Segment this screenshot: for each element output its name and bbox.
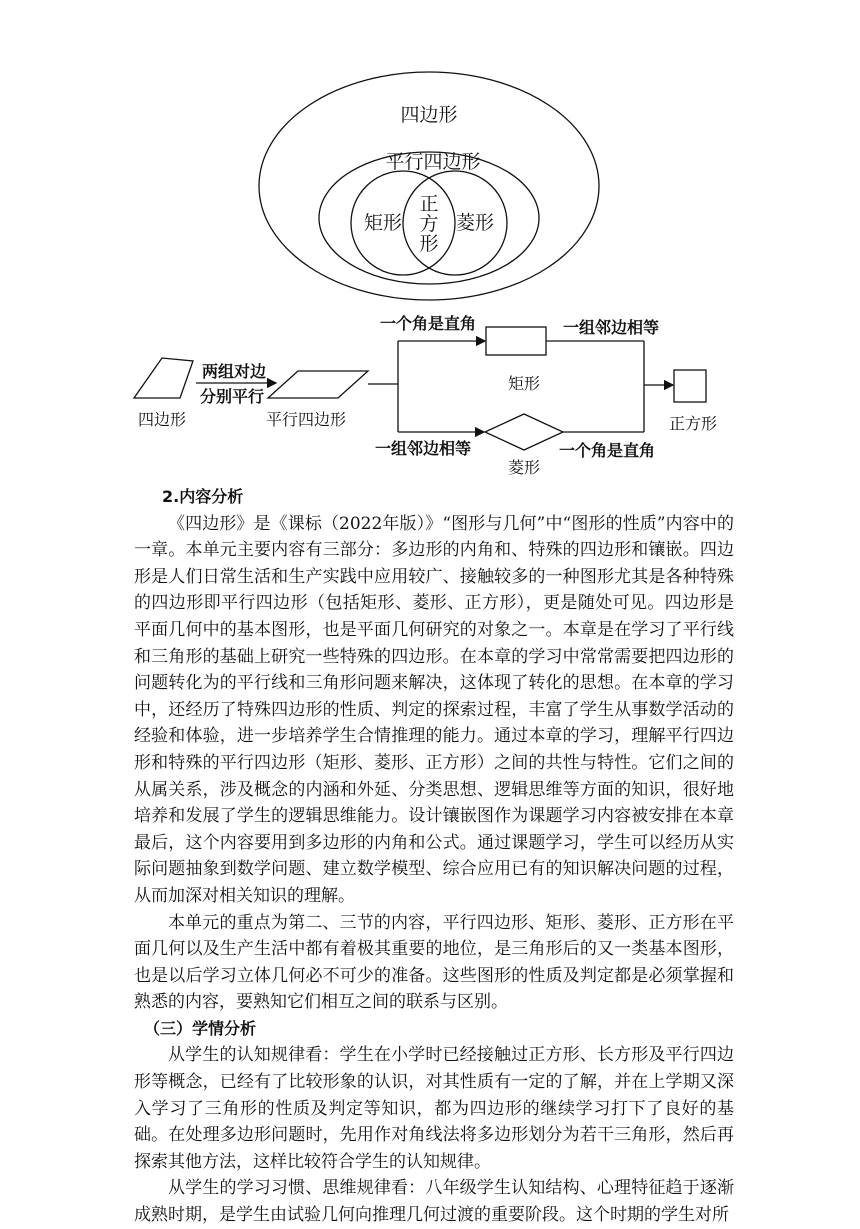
figure-area <box>0 0 860 484</box>
flow-label-quadrilateral: 四边形 <box>137 410 187 429</box>
flow-label-square: 正方形 <box>668 414 718 433</box>
paragraph-learner-2: 从学生的学习习惯、思维规律看：八年级学生认知结构、心理特征趋于逐渐成熟时期，是学生由试验几何向推理几何过渡的重要阶段。这个时期的学生对所 <box>134 1178 734 1226</box>
flow-cond-bottom-left: 一组邻边相等 <box>374 439 472 458</box>
paragraph-content-2: 本单元的重点为第二、三节的内容，平行四边形、矩形、菱形、正方形在平面几何以及生产生活中都有着极其重要的地位，是三角形后的又一类基本图形，也是以后学习立体几何必不可少的准备。这些图形的性质及判定都是必须掌握和熟悉的内容，要熟知它们相互之间的联系与区别。 <box>134 912 734 1013</box>
flow-cond-bottom-right: 一个角是直角 <box>558 441 656 460</box>
flow-label-rectangle: 矩形 <box>507 374 541 393</box>
flow-cond-parallel-2: 分别平行 <box>199 387 265 406</box>
body-text <box>134 484 734 1229</box>
venn-label-quadrilateral: 四边形 <box>400 104 458 126</box>
flow-cond-top-left: 一个角是直角 <box>379 314 477 333</box>
venn-label-rectangle: 矩形 <box>363 212 403 234</box>
venn-label-parallelogram: 平行四边形 <box>385 151 481 173</box>
venn-label-rhombus: 菱形 <box>455 212 495 234</box>
flow-cond-top-right: 一组邻边相等 <box>562 318 660 337</box>
paragraph-learner-1: 从学生的认知规律看：学生在小学时已经接触过正方形、长方形及平行四边形等概念，已经有了比较形象的认识，对其性质有一定的了解，并在上学期又深入学习了三角形的性质及判定等知识，都为四边形的继续学习打下了良好的基础。在处理多边形问题时，先用作对角线法将多边形划分为若干三角形，然后再探索其他方法，这样比较符合学生的认知规律。 <box>134 1045 734 1172</box>
section-heading-learner-analysis: （三）学情分析 <box>144 1018 257 1038</box>
parallelogram-shape <box>268 371 368 398</box>
paragraph-content-1: 《四边形》是《课标（2022年版）》“图形与几何”中“图形的性质”内容中的一章。本单元主要内容有三部分：多边形的内角和、特殊的四边形和镶嵌。四边形是人们日常生活和生产实践中应用较广、接触较多的一种图形尤其是各种特殊的四边形即平行四边形（包括矩形、菱形、正方形），更是随处可见。四边形是平面几何中的基本图形，也是平面几何研究的对象之一。本章是在学习了平行线和三角形的基础上研究一些特殊的四边形。在本章的学习中常常需要把四边形的问题转化为的平行线和三角形问题来解决，这体现了转化的思想。在本章的学习中，还经历了特殊四边形的性质、判定的探索过程，丰富了学生从事数学活动的经验和体验，进一步培养学生合情推理的能力。通过本章的学习，理解平行四边形和特殊的平行四边形（矩形、菱形、正方形）之间的共性与特性。它们之间的从属关系，涉及概念的内涵和外延、分类思想、逻辑思维等方面的知识，很好地培养和发展了学生的逻辑思维能力。设计镶嵌图作为课题学习内容被安排在本章最后，这个内容要用到多边形的内角和公式。通过课题学习，学生可以经历从实际问题抽象到数学问题、建立数学模型、综合应用已有的知识解决问题的过程，从而加深对相关知识的理解。 <box>134 513 734 906</box>
venn-label-square-3: 形 <box>419 233 439 255</box>
rectangle-shape <box>486 327 546 355</box>
rhombus-shape <box>485 414 563 450</box>
flow-cond-parallel-1: 两组对边 <box>201 362 267 381</box>
quadrilateral-shape <box>134 358 193 398</box>
section-heading-content-analysis: 2.内容分析 <box>162 487 244 506</box>
flow-label-rhombus: 菱形 <box>507 458 541 477</box>
square-shape <box>674 370 706 402</box>
venn-label-square-2: 方 <box>419 213 439 235</box>
flow-label-parallelogram: 平行四边形 <box>265 410 347 429</box>
venn-label-square-1: 正 <box>419 193 439 215</box>
